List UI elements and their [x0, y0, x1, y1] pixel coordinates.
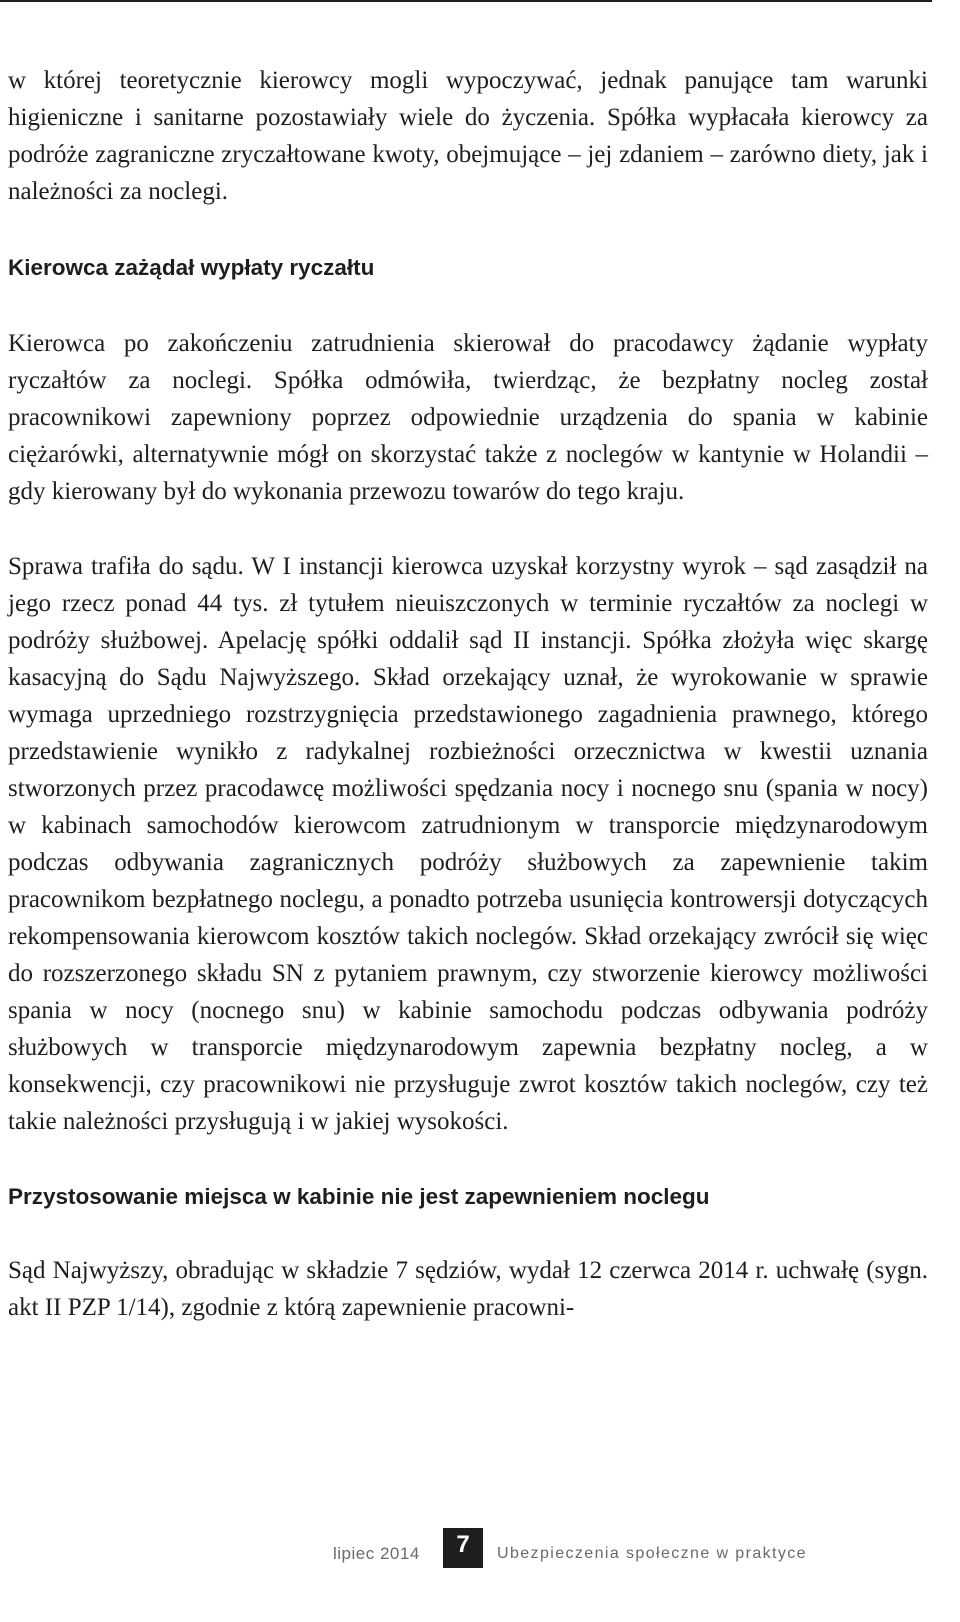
body-paragraph: Kierowca po zakończeniu zatrudnienia skierował do pracodawcy żądanie wypłaty ryczałtów za noclegi. Spółka odmówiła, twierdząc, że bezpłatny nocleg został pracownikowi zapewniony poprzez odpowiednie urządzenia do spania w kabinie ciężarówki, alternatywnie mógł on skorzystać także z noclegów w kantynie w Holandii – gdy kierowany był do wykonania przewozu towarów do tego kraju.: [8, 330, 928, 505]
body-paragraph: Sprawa trafiła do sądu. W I instancji kierowca uzyskał korzystny wyrok – sąd zasądził na jego rzecz ponad 44 tys. zł tytułem nieuiszczonych w terminie ryczałtów za noclegi w podróży służbowej. Apelację spółki oddalił sąd II instancji. Spółka złożyła więc skargę kasacyjną do Sądu Najwyższego. Skład orzekający uznał, że wyrokowanie w sprawie wymaga uprzedniego rozstrzygnięcia przedstawionego zagadnienia prawnego, którego przedstawienie wynikło z radykalnej rozbieżności orzecznictwa w kwestii uznania stworzonych przez pracodawcę możliwości spędzania nocy i nocnego snu (spania w nocy) w kabinach samochodów kierowcom zatrudnionym w transporcie międzynarodowym podczas odbywania zagranicznych podróży służbowych za zapewnienie takim pracownikom bezpłatnego noclegu, a ponadto potrzeba usunięcia kontrowersji dotyczących rekompensowania kierowcom kosztów takich noclegów. Skład orzekający zwrócił się więc do rozszerzonego składu SN z pytaniem prawnym, czy stworzenie kierowcy możliwości spania w nocy (nocnego snu) w kabinie samochodu podczas odbywania podróży służbowych w transporcie międzynarodowym zapewnia bezpłatny nocleg, a w konsekwencji, czy pracownikowi nie przysługuje zwrot kosztów takich noclegów, czy też takie należności przysługują i w jakiej wysokości.: [8, 553, 928, 1135]
body-paragraph: Sąd Najwyższy, obradując w składzie 7 sędziów, wydał 12 czerwca 2014 r. uchwałę (sygn. akt II PZP 1/14), zgodnie z którą zapewnienie pracowni-: [8, 1257, 928, 1321]
top-rule: [0, 0, 932, 2]
journal-title: Ubezpieczenia społeczne w praktyce: [497, 1545, 807, 1562]
section-heading: Kierowca zażądał wypłaty ryczałtu: [8, 255, 375, 280]
article-body: [8, 62, 928, 1326]
body-paragraph: w której teoretycznie kierowcy mogli wypoczywać, jednak panujące tam warunki higieniczne i sanitarne pozostawiały wiele do życzenia. Spółka wypłacała kierowcy za podróże zagraniczne zryczałtowane kwoty, obejmujące – jej zdaniem – zarówno diety, jak i należności za noclegi.: [8, 67, 928, 205]
page-footer: [0, 1528, 960, 1568]
issue-date: lipiec 2014: [333, 1544, 420, 1563]
section-heading: Przystosowanie miejsca w kabinie nie jest zapewnieniem noclegu: [8, 1184, 710, 1209]
page-number: 7: [443, 1528, 483, 1568]
